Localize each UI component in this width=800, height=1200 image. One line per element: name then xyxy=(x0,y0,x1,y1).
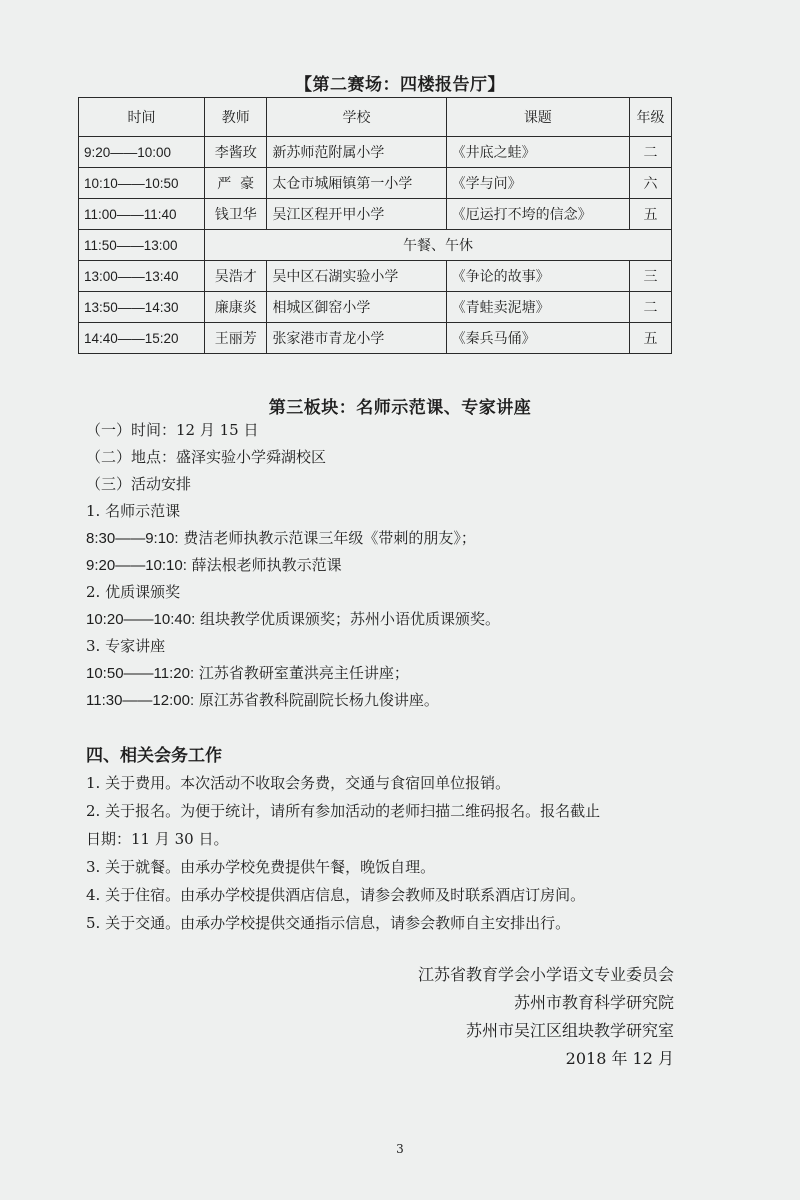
cell-grade: 二 xyxy=(629,137,671,168)
signature-org-3: 苏州市吴江区组块教学研究室 xyxy=(465,1021,674,1040)
cell-time: 13:50——14:30 xyxy=(79,292,205,323)
cell-school: 吴中区石湖实验小学 xyxy=(267,261,446,292)
cell-teacher: 廉康炎 xyxy=(204,292,266,323)
cell-topic: 《争论的故事》 xyxy=(446,261,629,292)
schedule-line-time: 9:20——10:10: xyxy=(86,557,187,574)
section4-line: 1. 关于费用。本次活动不收取会务费，交通与食宿回单位报销。 xyxy=(86,774,511,792)
schedule-line-time: 10:20——10:40: xyxy=(86,611,196,628)
cell-teacher: 严 豪 xyxy=(204,168,266,199)
cell-teacher: 钱卫华 xyxy=(204,199,266,230)
table-row-break xyxy=(79,230,672,261)
cell-topic: 《井底之蛙》 xyxy=(446,137,629,168)
section4-title: 四、相关会务工作 xyxy=(86,746,222,766)
cell-time: 14:40——15:20 xyxy=(79,323,205,354)
schedule-line-time: 8:30——9:10: xyxy=(86,530,179,547)
table-row xyxy=(79,292,672,323)
cell-time: 9:20——10:00 xyxy=(79,137,205,168)
schedule-line-text: 薛法根老师执教示范课 xyxy=(186,556,342,574)
page-number: 3 xyxy=(396,1142,404,1156)
cell-school: 张家港市青龙小学 xyxy=(267,323,446,354)
sub-heading-lectures: 3. 专家讲座 xyxy=(86,637,166,655)
cell-topic: 《青蛙卖泥塘》 xyxy=(446,292,629,323)
schedule-line xyxy=(86,527,476,550)
table-row xyxy=(79,323,672,354)
schedule-line-text: 江苏省教研室董洪亮主任讲座； xyxy=(194,664,409,682)
schedule-line-text: 原江苏省教科院副院长杨九俊讲座。 xyxy=(194,691,439,709)
cell-school: 太仓市城厢镇第一小学 xyxy=(267,168,446,199)
section4-line: 2. 关于报名。为便于统计，请所有参加活动的老师扫描二维码报名。报名截止 xyxy=(86,802,601,820)
cell-school: 相城区御窑小学 xyxy=(267,292,446,323)
section4-line: 4. 关于住宿。由承办学校提供酒店信息，请参会教师及时联系酒店订房间。 xyxy=(86,886,586,904)
schedule-table xyxy=(78,97,672,354)
sub-heading-demo-class: 1. 名师示范课 xyxy=(86,502,181,520)
cell-school: 新苏师范附属小学 xyxy=(267,137,446,168)
section3-item-arrangement: （三）活动安排 xyxy=(86,475,192,493)
section4-line: 5. 关于交通。由承办学校提供交通指示信息，请参会教师自主安排出行。 xyxy=(86,914,571,932)
header-time: 时间 xyxy=(79,98,205,137)
section3-title: 第三板块：名师示范课、专家讲座 xyxy=(268,398,532,418)
venue-title: 【第二赛场：四楼报告厅】 xyxy=(295,75,505,95)
header-topic: 课题 xyxy=(446,98,629,137)
header-school: 学校 xyxy=(267,98,446,137)
signature-org-2: 苏州市教育科学研究院 xyxy=(513,993,674,1012)
cell-topic: 《秦兵马俑》 xyxy=(446,323,629,354)
table-row xyxy=(79,168,672,199)
cell-grade: 五 xyxy=(629,199,671,230)
section3-item-location: （二）地点：盛泽实验小学舜湖校区 xyxy=(86,448,327,466)
cell-teacher: 王丽芳 xyxy=(204,323,266,354)
signature-org-1: 江苏省教育学会小学语文专业委员会 xyxy=(417,965,674,984)
cell-time: 13:00——13:40 xyxy=(79,261,205,292)
schedule-line-time: 11:30——12:00: xyxy=(86,692,195,709)
table-row xyxy=(79,261,672,292)
sub-heading-awards: 2. 优质课颁奖 xyxy=(86,583,181,601)
cell-time: 11:00——11:40 xyxy=(79,199,205,230)
section3-item-time: （一）时间：12 月 15 日 xyxy=(86,421,259,439)
cell-teacher: 李酱玫 xyxy=(204,137,266,168)
table-row xyxy=(79,137,672,168)
schedule-line-text: 费洁老师执教示范课三年级《带刺的朋友》； xyxy=(178,529,476,547)
cell-time: 11:50——13:00 xyxy=(79,230,205,261)
table-row xyxy=(79,199,672,230)
section4-line: 3. 关于就餐。由承办学校免费提供午餐，晚饭自理。 xyxy=(86,858,436,876)
signature-date: 2018 年 12 月 xyxy=(565,1049,674,1068)
section4-line: 日期：11 月 30 日。 xyxy=(86,830,229,848)
cell-topic: 《学与问》 xyxy=(446,168,629,199)
cell-grade: 二 xyxy=(629,292,671,323)
schedule-line-text: 组块教学优质课颁奖；苏州小语优质课颁奖。 xyxy=(195,610,501,628)
schedule-line xyxy=(86,554,342,577)
schedule-line-time: 10:50——11:20: xyxy=(86,665,195,682)
table-header-row xyxy=(79,98,672,137)
header-grade: 年级 xyxy=(629,98,671,137)
header-teacher: 教师 xyxy=(204,98,266,137)
cell-topic: 《厄运打不垮的信念》 xyxy=(446,199,629,230)
schedule-line xyxy=(86,662,409,685)
cell-break-label: 午餐、午休 xyxy=(204,230,671,261)
schedule-line xyxy=(86,689,439,712)
cell-school: 吴江区程开甲小学 xyxy=(267,199,446,230)
cell-grade: 三 xyxy=(629,261,671,292)
cell-grade: 五 xyxy=(629,323,671,354)
cell-grade: 六 xyxy=(629,168,671,199)
cell-time: 10:10——10:50 xyxy=(79,168,205,199)
schedule-line xyxy=(86,608,500,631)
cell-teacher: 吴浩才 xyxy=(204,261,266,292)
